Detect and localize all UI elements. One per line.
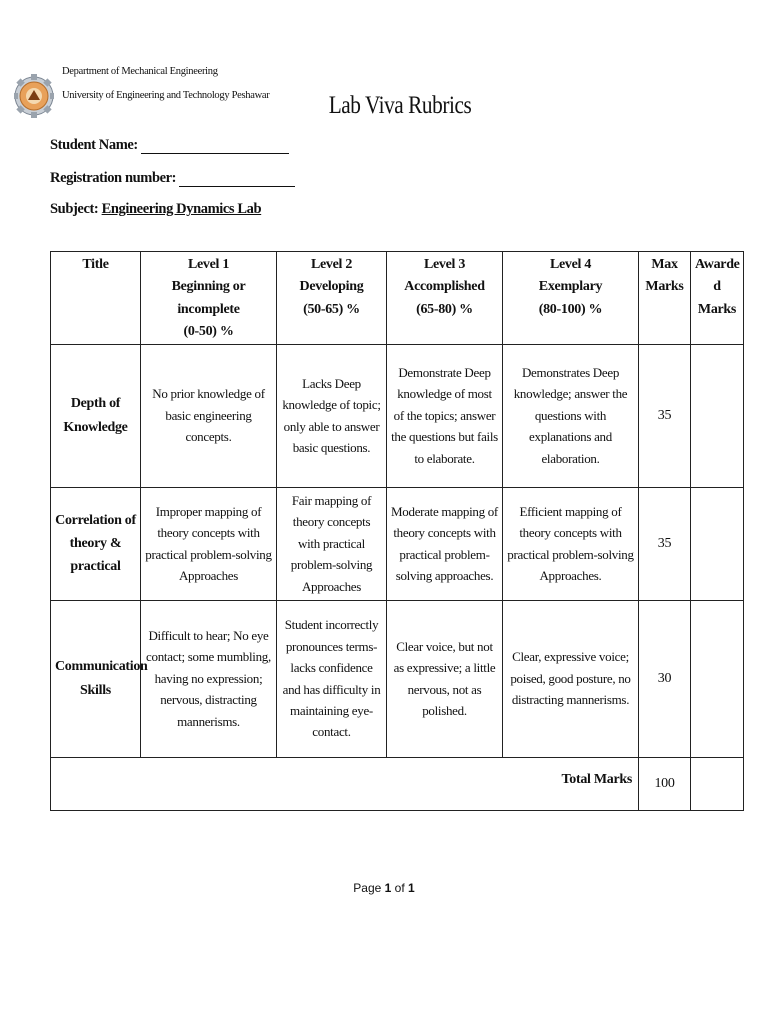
criterion-cell: Communication Skills: [51, 600, 141, 757]
registration-label: Registration number:: [50, 170, 177, 186]
header-title: Title: [51, 252, 141, 345]
total-marks-value: 100: [639, 757, 691, 810]
level-2-cell: Student incorrectly pronounces terms-lacks confidence and has difficulty in maintaining eye-contact.: [277, 600, 387, 757]
criterion-cell: Correlation of theory & practical: [51, 487, 141, 600]
criterion-cell: Depth of Knowledge: [51, 344, 141, 487]
page-current: 1: [384, 881, 392, 895]
student-name-row: [50, 137, 289, 154]
level-2-cell: Lacks Deep knowledge of topic; only able to answer basic questions.: [277, 344, 387, 487]
level-3-cell: Clear voice, but not as expressive; a little nervous, not as polished.: [387, 600, 503, 757]
header-level-3: Level 3 Accomplished (65-80) %: [387, 252, 503, 345]
header-max-marks: Max Marks: [639, 252, 691, 345]
table-row: [51, 600, 744, 757]
page-title: Lab Viva Rubrics: [328, 92, 472, 119]
level-4-cell: Clear, expressive voice; poised, good posture, no distracting mannerisms.: [503, 600, 639, 757]
total-row: [51, 757, 744, 810]
registration-blank: [179, 172, 295, 187]
header-awarded-marks: Awarde d Marks: [691, 252, 744, 345]
page-number: [0, 881, 768, 895]
university-logo: [14, 60, 54, 132]
max-marks-cell: 30: [639, 600, 691, 757]
subject-label: Subject:: [50, 201, 99, 217]
level-3-cell: Moderate mapping of theory concepts with practical problem-solving approaches.: [387, 487, 503, 600]
table-row: [51, 487, 744, 600]
max-marks-cell: 35: [639, 344, 691, 487]
department-name: Department of Mechanical Engineering: [62, 66, 218, 77]
level-1-cell: No prior knowledge of basic engineering concepts.: [141, 344, 277, 487]
student-name-blank: [141, 139, 289, 154]
page-of: of: [391, 881, 409, 895]
level-2-cell: Fair mapping of theory concepts with practical problem-solving Approaches: [277, 487, 387, 600]
level-4-cell: Efficient mapping of theory concepts with practical problem-solving Approaches.: [503, 487, 639, 600]
max-marks-cell: 35: [639, 487, 691, 600]
page-prefix: Page: [353, 881, 385, 895]
level-1-cell: Improper mapping of theory concepts with practical problem-solving Approaches: [141, 487, 277, 600]
student-name-label: Student Name:: [50, 137, 138, 153]
header-level-2: Level 2 Developing (50-65) %: [277, 252, 387, 345]
table-row: [51, 344, 744, 487]
awarded-marks-cell[interactable]: [691, 600, 744, 757]
total-awarded-cell[interactable]: [691, 757, 744, 810]
level-1-cell: Difficult to hear; No eye contact; some mumbling, having no expression; nervous, distracting mannerisms.: [141, 600, 277, 757]
subject-row: [50, 201, 261, 218]
header-level-1: Level 1 Beginning or incomplete (0-50) %: [141, 252, 277, 345]
awarded-marks-cell[interactable]: [691, 344, 744, 487]
total-marks-label: Total Marks: [51, 757, 639, 810]
awarded-marks-cell[interactable]: [691, 487, 744, 600]
header-level-4: Level 4 Exemplary (80-100) %: [503, 252, 639, 345]
header-row: [51, 252, 744, 345]
rubric-table: [50, 251, 744, 811]
level-4-cell: Demonstrates Deep knowledge; answer the questions with explanations and elaboration.: [503, 344, 639, 487]
registration-row: [50, 170, 295, 187]
university-name: University of Engineering and Technology Peshawar: [62, 90, 270, 101]
level-3-cell: Demonstrate Deep knowledge of most of the topics; answer the questions but fails to elaborate.: [387, 344, 503, 487]
page-total: 1: [408, 881, 415, 895]
subject-value: Engineering Dynamics Lab: [101, 201, 262, 217]
